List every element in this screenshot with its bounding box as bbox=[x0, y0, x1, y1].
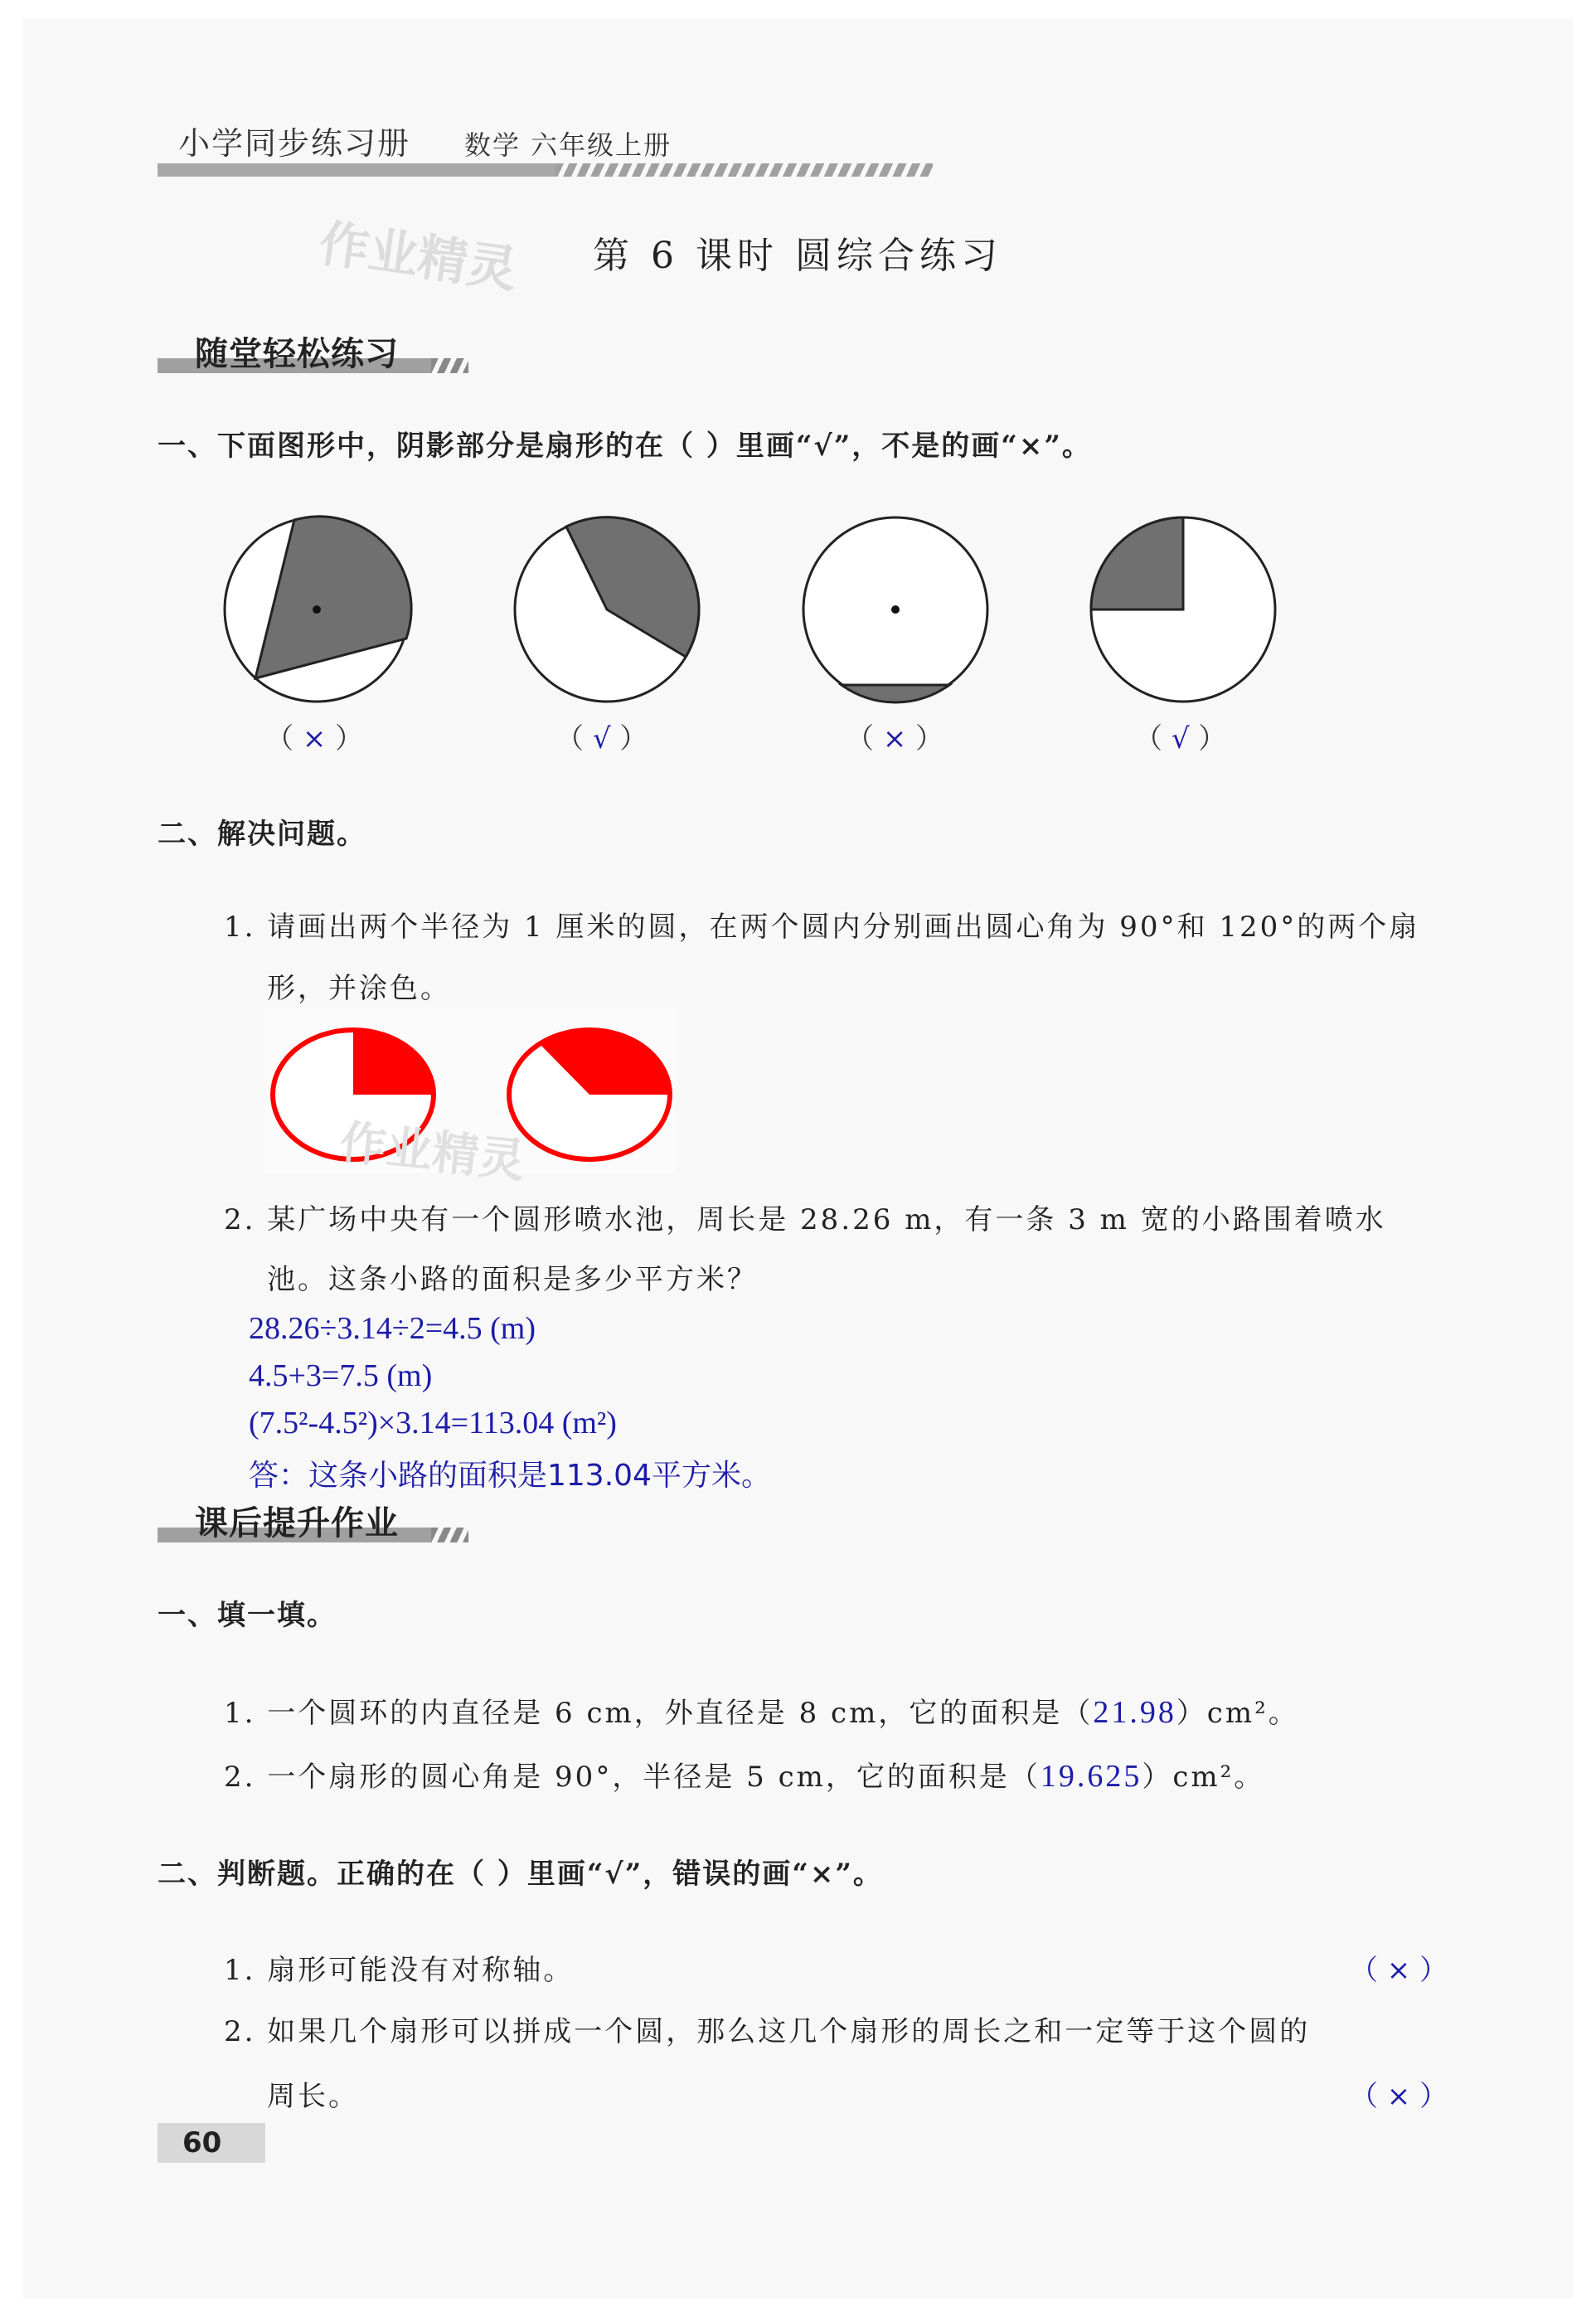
judge-mark-1: （ × ） bbox=[1350, 1954, 1448, 1987]
section2-bar-stripe bbox=[431, 1528, 468, 1542]
fill-prompt: 一、填一填。 bbox=[158, 1599, 337, 1632]
calc-line-3: (7.5²-4.5²)×3.14=113.04 (m²) bbox=[249, 1406, 617, 1440]
book-subject: 数学 六年级上册 bbox=[464, 129, 672, 161]
calc-line-2: 4.5+3=7.5 (m) bbox=[249, 1358, 433, 1393]
judge-item1: 1. 扇形可能没有对称轴。 bbox=[224, 1954, 575, 1987]
watermark-logo: 作业精灵 bbox=[315, 214, 521, 300]
q2-item1-line2: 形，并涂色。 bbox=[267, 972, 451, 1005]
judge-item2-line1: 2. 如果几个扇形可以拼成一个圆，那么这几个扇形的周长之和一定等于这个圆的 bbox=[224, 2015, 1311, 2048]
fill-answer-2: 19.625 bbox=[1040, 1759, 1142, 1794]
page-number: 60 bbox=[158, 2123, 265, 2163]
fill-answer-1: 21.98 bbox=[1093, 1695, 1176, 1730]
answer-sentence: 答：这条小路的面积是113.04平方米。 bbox=[249, 1459, 771, 1493]
book-title: 小学同步练习册 bbox=[178, 125, 411, 162]
fill-item2: 2. 一个扇形的圆心角是 90°，半径是 5 cm，它的面积是（19.625）cm²。 bbox=[224, 1759, 1265, 1794]
judge-mark-2: （ × ） bbox=[1350, 2080, 1448, 2113]
q1-prompt: 一、下面图形中，阴影部分是扇形的在（ ）里画“√”，不是的画“×”。 bbox=[158, 430, 1092, 463]
calc-line-1: 28.26÷3.14÷2=4.5 (m) bbox=[249, 1311, 536, 1346]
mark-4: （ √ ） bbox=[1134, 722, 1227, 755]
mark-3: （ × ） bbox=[846, 722, 944, 755]
mark-1: （ × ） bbox=[265, 722, 364, 755]
section2-title: 课后提升作业 bbox=[195, 1504, 399, 1542]
q2-prompt: 二、解决问题。 bbox=[158, 818, 366, 851]
mark-2: （ √ ） bbox=[555, 722, 648, 755]
q2-item2-line2: 池。这条小路的面积是多少平方米？ bbox=[267, 1263, 758, 1296]
center-dot-1 bbox=[313, 605, 321, 614]
shaded-segment-3 bbox=[842, 685, 949, 702]
watermark-logo-2: 作业精灵 bbox=[337, 1115, 528, 1189]
q2-item2-line1: 2. 某广场中央有一个圆形喷水池，周长是 28.26 m，有一条 3 m 宽的小路围着喷水 bbox=[224, 1203, 1386, 1236]
shaded-sector-4 bbox=[1091, 517, 1183, 610]
center-dot-3 bbox=[891, 605, 900, 614]
judge-item2-line2: 周长。 bbox=[267, 2080, 359, 2113]
section1-title: 随堂轻松练习 bbox=[195, 335, 399, 373]
judge-prompt: 二、判断题。正确的在（ ）里画“√”，错误的画“×”。 bbox=[158, 1858, 883, 1891]
q2-item1-line1: 1. 请画出两个半径为 1 厘米的圆，在两个圆内分别画出圆心角为 90°和 120°的两个扇 bbox=[224, 911, 1420, 944]
fill-item1: 1. 一个圆环的内直径是 6 cm，外直径是 8 cm，它的面积是（21.98）cm²。 bbox=[224, 1695, 1299, 1730]
lesson-title: 第 6 课时 圆综合练习 bbox=[593, 235, 1002, 277]
